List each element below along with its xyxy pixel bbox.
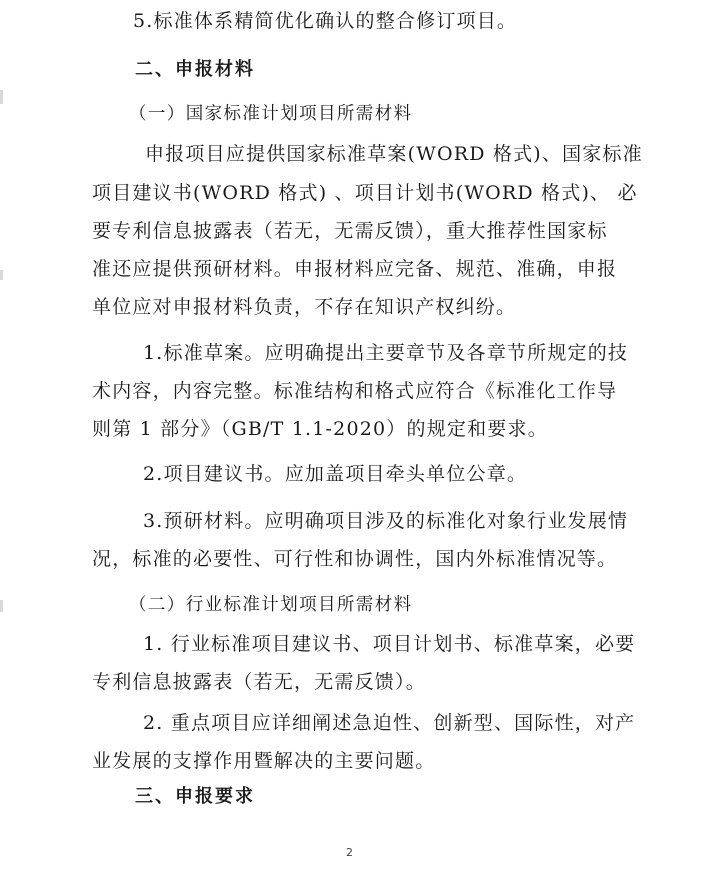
- list-item-1: 1.标准草案。应明确提出主要章节及各章节所规定的技: [143, 342, 629, 364]
- list-item-1: 1. 行业标准项目建议书、项目计划书、标准草案，必要: [143, 633, 636, 655]
- paragraph-line: 业发展的支撑作用暨解决的主要问题。: [92, 750, 436, 772]
- paragraph-line: 准还应提供预研材料。申报材料应完备、规范、准确，申报: [92, 258, 618, 280]
- paragraph-line: 单位应对申报材料负责，不存在知识产权纠纷。: [92, 296, 517, 318]
- paragraph-line: 要专利信息披露表（若无，无需反馈），重大推荐性国家标: [92, 220, 608, 242]
- scan-edge-mark: [0, 270, 3, 280]
- list-item-5: 5.标准体系精简优化确认的整合修订项目。: [133, 10, 518, 32]
- paragraph-line: 术内容，内容完整。标准结构和格式应符合《标准化工作导: [92, 380, 618, 402]
- list-item-3: 3.预研材料。应明确项目涉及的标准化对象行业发展情: [143, 510, 629, 532]
- scan-edge-mark: [0, 90, 3, 104]
- section-heading-2: 二、申报材料: [135, 59, 255, 80]
- paragraph-line: 项目建议书(WORD 格式) 、项目计划书(WORD 格式)、 必: [92, 182, 638, 204]
- paragraph-line: 专利信息披露表（若无，无需反馈）。: [92, 671, 426, 693]
- page-number: 2: [346, 846, 353, 859]
- scan-edge-mark: [0, 600, 3, 612]
- paragraph-line: 况，标准的必要性、可行性和协调性，国内外标准情况等。: [92, 548, 618, 570]
- list-item-2: 2.项目建议书。应加盖项目牵头单位公章。: [143, 463, 528, 485]
- subsection-heading-2: （二）行业标准计划项目所需材料: [129, 595, 413, 615]
- subsection-heading-1: （一）国家标准计划项目所需材料: [129, 104, 413, 124]
- paragraph-line: 申报项目应提供国家标准草案(WORD 格式)、国家标准: [145, 143, 643, 165]
- list-item-2: 2. 重点项目应详细阐述急迫性、创新型、国际性，对产: [143, 712, 636, 734]
- paragraph-line: 则第 1 部分》（GB/T 1.1-2020）的规定和要求。: [92, 418, 548, 440]
- section-heading-3: 三、申报要求: [135, 786, 255, 807]
